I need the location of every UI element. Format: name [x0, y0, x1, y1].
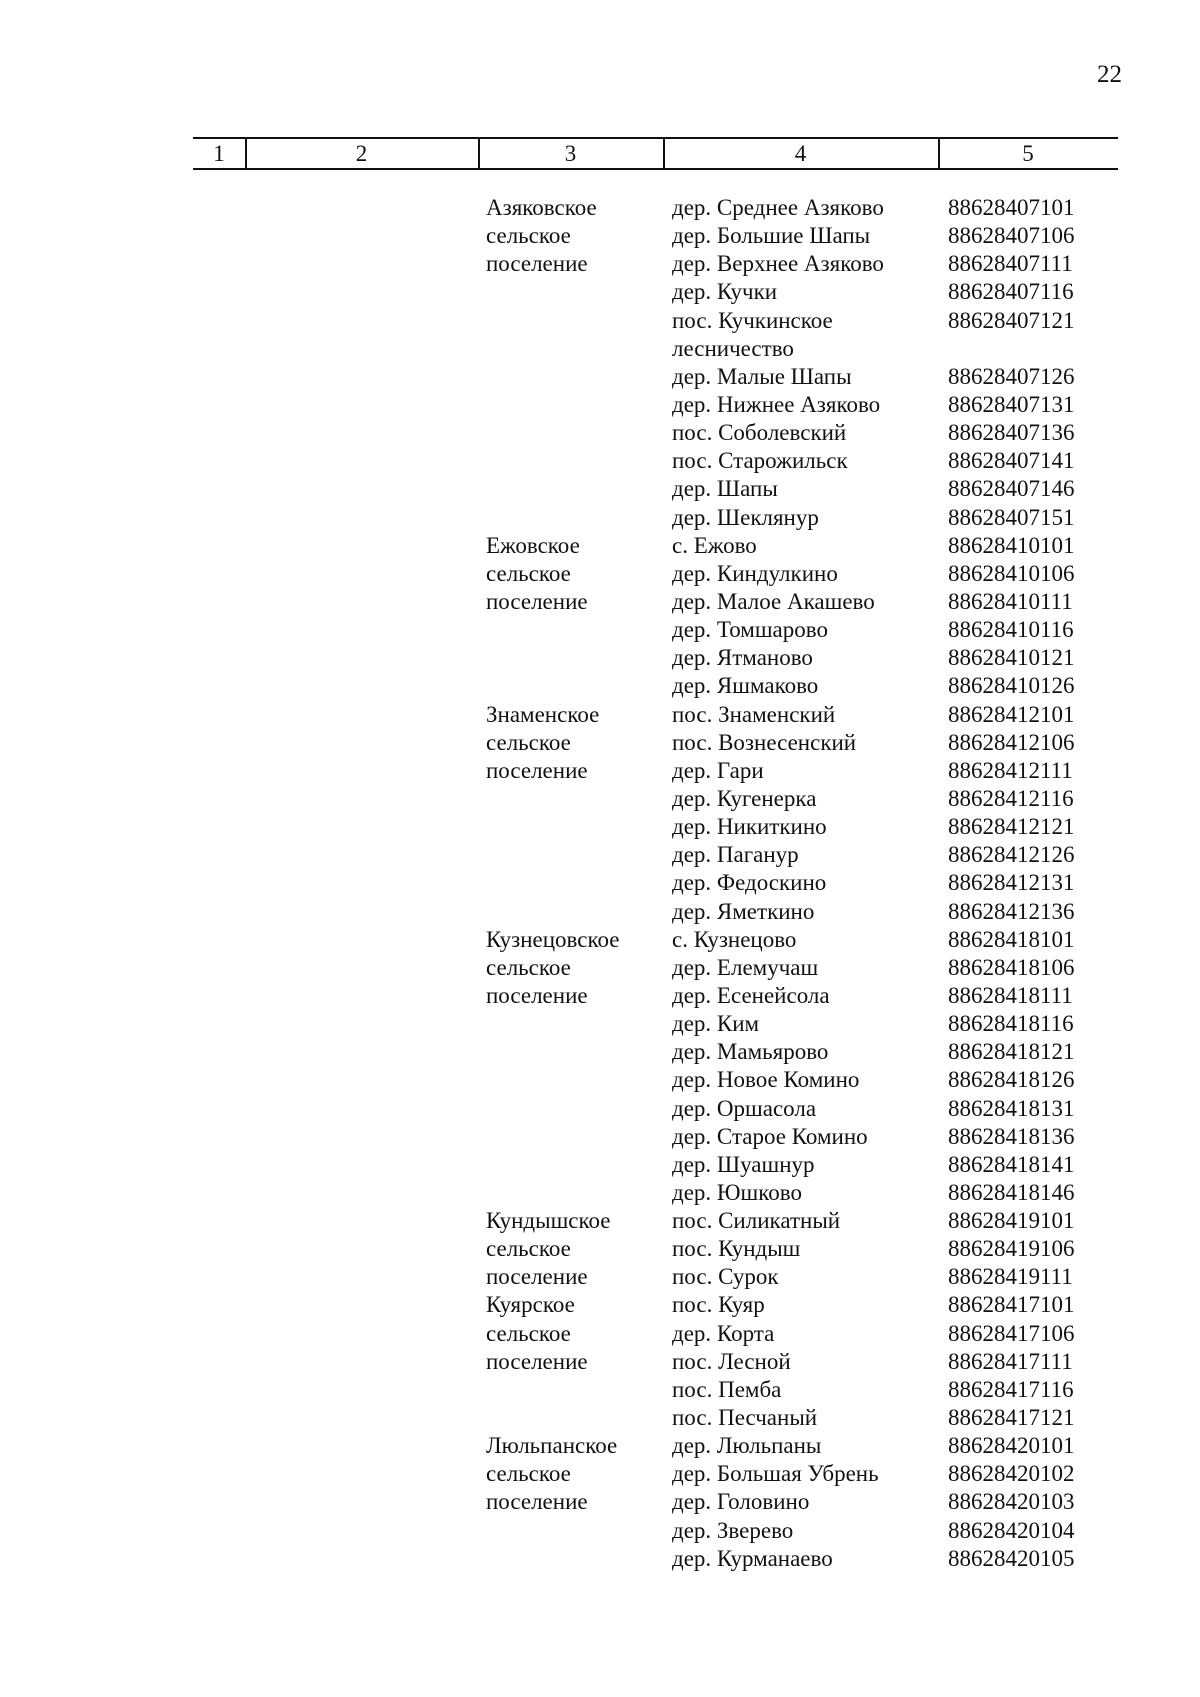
- settlement-cell: Ежовское: [486, 532, 580, 558]
- okato-code-cell: 88628412116: [948, 785, 1074, 811]
- okato-code-cell: 88628418131: [948, 1095, 1075, 1121]
- okato-code-cell: 88628412106: [948, 729, 1075, 755]
- locality-cell: пос. Кучкинское: [672, 307, 833, 333]
- okato-code-cell: 88628417111: [948, 1348, 1073, 1374]
- okato-code-cell: 88628418126: [948, 1067, 1075, 1093]
- okato-code-cell: 88628418136: [948, 1123, 1075, 1149]
- settlement-cell: сельское: [486, 954, 571, 980]
- table-row: [0, 1432, 1200, 1460]
- table-row: [0, 841, 1200, 869]
- locality-cell: дер. Малые Шапы: [672, 363, 852, 389]
- locality-cell: дер. Корта: [672, 1320, 775, 1346]
- okato-code-cell: 88628407131: [948, 391, 1075, 417]
- table-row: [0, 813, 1200, 841]
- settlement-cell: поселение: [486, 251, 588, 277]
- locality-cell: дер. Ким: [672, 1011, 760, 1037]
- okato-code-cell: 88628407111: [948, 251, 1073, 277]
- okato-code-cell: 88628418146: [948, 1179, 1075, 1205]
- table-row: [0, 1235, 1200, 1263]
- okato-code-cell: 88628418116: [948, 1011, 1074, 1037]
- okato-code-cell: 88628410126: [948, 673, 1075, 699]
- table-row: [0, 616, 1200, 644]
- locality-cell: дер. Федоскино: [672, 870, 827, 896]
- okato-code-cell: 88628419101: [948, 1208, 1075, 1234]
- table-header: [193, 137, 1118, 170]
- okato-code-cell: 88628418101: [948, 926, 1075, 952]
- settlement-cell: сельское: [486, 560, 571, 586]
- table-row: [0, 898, 1200, 926]
- locality-cell: пос. Сурок: [672, 1264, 779, 1290]
- locality-cell: дер. Елемучаш: [672, 954, 819, 980]
- okato-code-cell: 88628410101: [948, 532, 1075, 558]
- header-col-1: 1: [213, 141, 225, 166]
- locality-cell: лесничество: [672, 335, 794, 361]
- locality-cell: дер. Паганур: [672, 842, 799, 868]
- locality-cell: дер. Среднее Азяково: [672, 195, 884, 220]
- settlement-cell: поселение: [486, 1489, 588, 1515]
- settlement-cell: поселение: [486, 1348, 588, 1374]
- okato-code-cell: 88628417106: [948, 1320, 1075, 1346]
- okato-code-cell: 88628420104: [948, 1517, 1075, 1543]
- okato-code-cell: 88628407136: [948, 420, 1075, 446]
- locality-cell: дер. Есенейсола: [672, 982, 830, 1008]
- okato-code-cell: 88628407126: [948, 363, 1075, 389]
- table-row: [0, 1291, 1200, 1319]
- table-row: [0, 447, 1200, 475]
- table-row: [0, 1460, 1200, 1488]
- locality-cell: дер. Яшмаково: [672, 673, 819, 699]
- table-row: [0, 1320, 1200, 1348]
- okato-code-cell: 88628417101: [948, 1292, 1075, 1318]
- locality-cell: дер. Шеклянур: [672, 504, 819, 530]
- table-row: [0, 1179, 1200, 1207]
- okato-code-cell: 88628412136: [948, 898, 1075, 924]
- settlement-cell: Люльпанское: [486, 1433, 618, 1459]
- okato-code-cell: 88628419106: [948, 1236, 1075, 1262]
- okato-code-cell: 88628407106: [948, 223, 1075, 249]
- settlement-cell: поселение: [486, 1264, 588, 1290]
- table-row: [0, 869, 1200, 897]
- table-row: [0, 1545, 1200, 1573]
- table-row: [0, 1038, 1200, 1066]
- settlement-cell: Куярское: [486, 1292, 575, 1318]
- locality-cell: пос. Пемба: [672, 1376, 782, 1402]
- settlement-cell: сельское: [486, 1320, 571, 1346]
- okato-code-cell: 88628420103: [948, 1489, 1075, 1515]
- settlement-cell: Азяковское: [486, 195, 597, 220]
- settlement-cell: Кундышское: [486, 1208, 611, 1234]
- locality-cell: дер. Люльпаны: [672, 1433, 822, 1459]
- okato-code-cell: 88628410106: [948, 560, 1075, 586]
- table-row: [0, 504, 1200, 532]
- table-row: [0, 1404, 1200, 1432]
- table-row: [0, 250, 1200, 278]
- header-col-5: 5: [1022, 141, 1034, 166]
- locality-cell: пос. Старожильск: [672, 448, 848, 474]
- locality-cell: с. Кузнецово: [672, 926, 797, 952]
- okato-code-cell: 88628407116: [948, 279, 1074, 305]
- table-row: [0, 335, 1200, 363]
- settlement-cell: сельское: [486, 1236, 571, 1262]
- okato-code-cell: 88628407101: [948, 195, 1075, 220]
- okato-code-cell: 88628418106: [948, 954, 1075, 980]
- table-row: [0, 757, 1200, 785]
- okato-code-cell: 88628410121: [948, 645, 1075, 671]
- settlement-cell: сельское: [486, 223, 571, 249]
- table-row: [0, 194, 1200, 222]
- table-row: [0, 729, 1200, 757]
- okato-code-cell: 88628418111: [948, 982, 1073, 1008]
- locality-cell: пос. Вознесенский: [672, 729, 857, 755]
- table-row: [0, 1207, 1200, 1235]
- table-row: [0, 475, 1200, 503]
- okato-code-cell: 88628407121: [948, 307, 1075, 333]
- locality-cell: с. Ежово: [672, 532, 757, 558]
- okato-code-cell: 88628412126: [948, 842, 1075, 868]
- okato-code-cell: 88628420102: [948, 1461, 1075, 1487]
- okato-code-cell: 88628410116: [948, 617, 1074, 643]
- okato-code-cell: 88628420101: [948, 1433, 1075, 1459]
- okato-code-cell: 88628412101: [948, 701, 1075, 727]
- locality-cell: дер. Зверево: [672, 1517, 794, 1543]
- locality-cell: дер. Никиткино: [672, 814, 827, 840]
- table-row: [0, 588, 1200, 616]
- table-row: [0, 701, 1200, 729]
- okato-code-cell: 88628407146: [948, 476, 1075, 502]
- table-row: [0, 982, 1200, 1010]
- okato-code-cell: 88628419111: [948, 1264, 1073, 1290]
- okato-code-cell: 88628407151: [948, 504, 1075, 530]
- table-row: [0, 1517, 1200, 1545]
- settlement-cell: Кузнецовское: [486, 926, 620, 952]
- locality-cell: дер. Шуашнур: [672, 1151, 815, 1177]
- table-row: [0, 1376, 1200, 1404]
- settlement-cell: поселение: [486, 982, 588, 1008]
- table-body: [0, 194, 1200, 1573]
- table-row: [0, 1488, 1200, 1516]
- table-row: [0, 560, 1200, 588]
- table-row: [0, 363, 1200, 391]
- locality-cell: пос. Лесной: [672, 1348, 791, 1374]
- okato-code-cell: 88628410111: [948, 588, 1073, 614]
- settlement-cell: Знаменское: [486, 701, 600, 727]
- locality-cell: дер. Мамьярово: [672, 1039, 829, 1065]
- locality-cell: дер. Большие Шапы: [672, 223, 871, 249]
- locality-cell: дер. Яметкино: [672, 898, 815, 924]
- table-row: [0, 1263, 1200, 1291]
- okato-code-cell: 88628418121: [948, 1039, 1075, 1065]
- locality-cell: дер. Кучки: [672, 279, 778, 305]
- settlement-cell: сельское: [486, 729, 571, 755]
- table-row: [0, 785, 1200, 813]
- table-row: [0, 644, 1200, 672]
- locality-cell: дер. Ятманово: [672, 645, 813, 671]
- locality-cell: пос. Кундыш: [672, 1236, 801, 1262]
- locality-cell: дер. Кугенерка: [672, 785, 817, 811]
- locality-cell: дер. Верхнее Азяково: [672, 251, 884, 277]
- locality-cell: дер. Томшарово: [672, 617, 828, 643]
- okato-code-cell: 88628418141: [948, 1151, 1075, 1177]
- locality-cell: пос. Силикатный: [672, 1208, 841, 1234]
- table-row: [0, 1348, 1200, 1376]
- locality-cell: дер. Курманаево: [672, 1545, 833, 1571]
- locality-cell: дер. Юшково: [672, 1179, 802, 1205]
- page-number: 22: [1097, 61, 1122, 88]
- table-row: [0, 278, 1200, 306]
- table-row: [0, 926, 1200, 954]
- locality-cell: пос. Куяр: [672, 1292, 765, 1318]
- locality-cell: дер. Малое Акашево: [672, 588, 875, 614]
- table-row: [0, 1066, 1200, 1094]
- table-row: [0, 532, 1200, 560]
- locality-cell: дер. Головино: [672, 1489, 810, 1515]
- okato-code-cell: 88628407141: [948, 448, 1075, 474]
- locality-cell: пос. Знаменский: [672, 701, 836, 727]
- locality-cell: дер. Шапы: [672, 476, 778, 502]
- okato-code-cell: 88628420105: [948, 1545, 1075, 1571]
- table-row: [0, 672, 1200, 700]
- locality-cell: дер. Нижнее Азяково: [672, 391, 881, 417]
- settlement-cell: поселение: [486, 588, 588, 614]
- okato-code-cell: 88628412111: [948, 757, 1073, 783]
- table-row: [0, 419, 1200, 447]
- header-col-4: 4: [794, 141, 807, 166]
- table-row: [0, 307, 1200, 335]
- table-row: [0, 954, 1200, 982]
- locality-cell: дер. Киндулкино: [672, 560, 838, 586]
- locality-cell: дер. Большая Убрень: [672, 1461, 879, 1487]
- locality-cell: дер. Старое Комино: [672, 1123, 868, 1149]
- header-col-3: 3: [564, 141, 577, 166]
- okato-code-cell: 88628417121: [948, 1405, 1075, 1431]
- locality-cell: дер. Оршасола: [672, 1095, 817, 1121]
- locality-cell: дер. Гари: [672, 757, 764, 783]
- table-row: [0, 1010, 1200, 1038]
- table-row: [0, 391, 1200, 419]
- table-row: [0, 222, 1200, 250]
- table-row: [0, 1123, 1200, 1151]
- settlement-cell: сельское: [486, 1461, 571, 1487]
- okato-code-cell: 88628417116: [948, 1376, 1074, 1402]
- locality-cell: пос. Песчаный: [672, 1405, 818, 1431]
- settlement-cell: поселение: [486, 757, 588, 783]
- header-col-2: 2: [355, 141, 368, 166]
- okato-code-cell: 88628412131: [948, 870, 1075, 896]
- table-row: [0, 1095, 1200, 1123]
- locality-cell: дер. Новое Комино: [672, 1067, 860, 1093]
- locality-cell: пос. Соболевский: [672, 420, 847, 446]
- okato-code-cell: 88628412121: [948, 814, 1075, 840]
- table-row: [0, 1151, 1200, 1179]
